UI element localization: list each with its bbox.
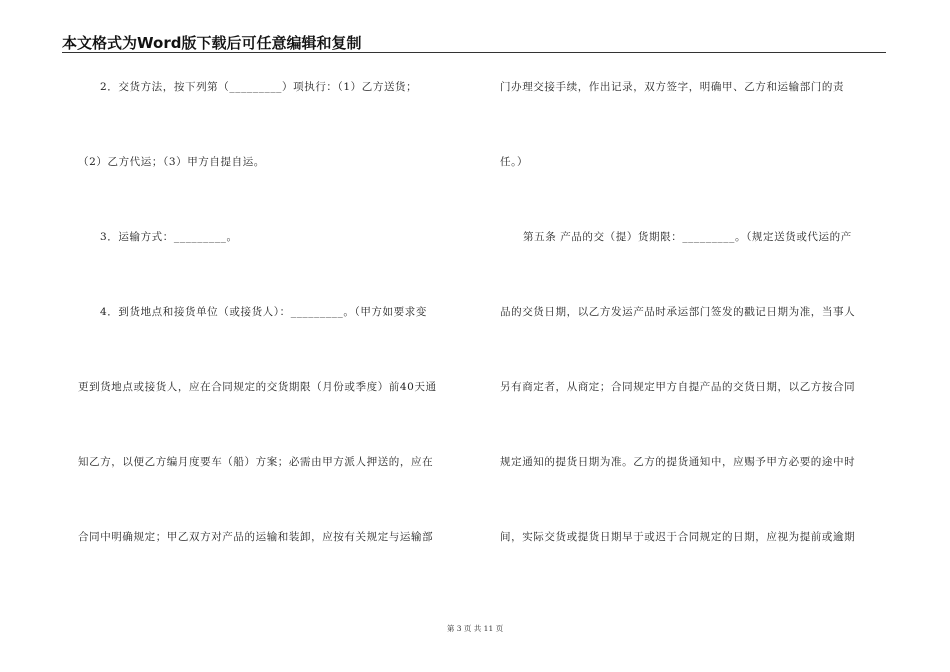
document-header [62, 30, 886, 53]
left-line-1: 2．交货方法，按下列第（_________）项执行：（1）乙方送货； [100, 81, 418, 93]
page-number: 第 3 页 共 11 页 [446, 624, 504, 633]
left-line-7: 合同中明确规定；甲乙双方对产品的运输和装卸，应按有关规定与运输部 [78, 531, 434, 543]
left-line-3: 3．运输方式：_________。 [100, 231, 238, 243]
right-line-4: 品的交货日期，以乙方发运产品时承运部门签发的戳记日期为准，当事人 [500, 306, 856, 318]
header-title: 本文格式为Word版下载后可任意编辑和复制 [62, 34, 362, 52]
right-line-3: 第五条 产品的交（提）货期限：_________。（规定送货或代运的产 [523, 231, 852, 243]
left-line-6: 知乙方，以便乙方编月度要车（船）方案；必需由甲方派人押送的，应在 [78, 456, 434, 468]
left-line-4: 4．到货地点和接货单位（或接货人）：_________。（甲方如要求变 [100, 306, 427, 318]
right-line-5: 另有商定者，从商定；合同规定甲方自提产品的交货日期，以乙方按合同 [500, 381, 856, 393]
left-line-5: 更到货地点或接货人，应在合同规定的交货期限（月份或季度）前40天通 [78, 381, 437, 393]
right-line-7: 间，实际交货或提货日期早于或迟于合同规定的日期，应视为提前或逾期 [500, 531, 856, 543]
right-line-6: 规定通知的提货日期为准。乙方的提货通知中，应赐予甲方必要的途中时 [500, 456, 856, 468]
left-line-2: （2）乙方代运；（3）甲方自提自运。 [78, 156, 265, 168]
right-line-1: 门办理交接手续，作出记录，双方签字，明确甲、乙方和运输部门的责 [500, 81, 845, 93]
right-line-2: 任。） [500, 156, 529, 168]
